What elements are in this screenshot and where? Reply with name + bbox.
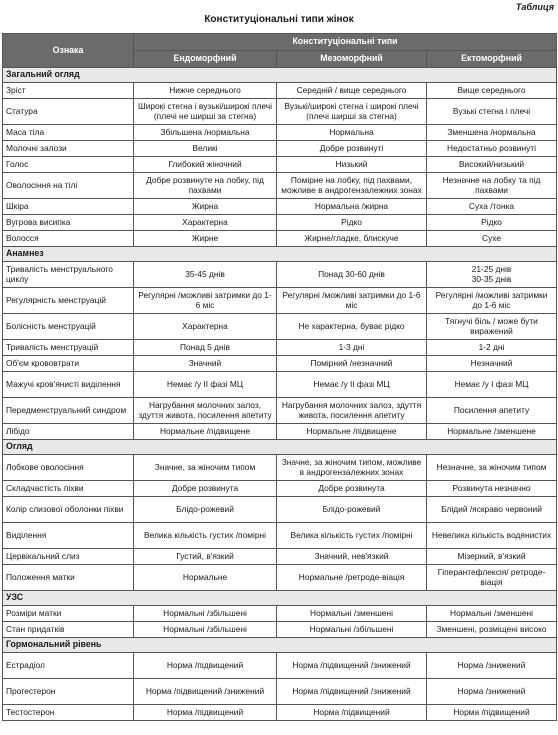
value-cell-endomorph: 35-45 днів — [134, 262, 277, 288]
feature-name-cell: Лібідо — [3, 424, 134, 440]
section-title: Гормональний рівень — [3, 638, 557, 653]
section-title: Огляд — [3, 440, 557, 455]
value-cell-mesomorph: Нормальне /підвищене — [277, 424, 427, 440]
table-row — [3, 705, 557, 721]
feature-name-cell: Тривалість менструального циклу — [3, 262, 134, 288]
value-cell-ectomorph: Норма /знижений — [427, 679, 557, 705]
value-cell-mesomorph: Добре розвинута — [277, 481, 427, 497]
feature-name-cell: Волосся — [3, 231, 134, 247]
feature-name-cell: Тестостерон — [3, 705, 134, 721]
table-row — [3, 356, 557, 372]
value-cell-ectomorph: Недостатньо розвинуті — [427, 141, 557, 157]
feature-name-cell: Лобкове оволосіння — [3, 455, 134, 481]
table-row — [3, 497, 557, 523]
value-cell-endomorph: Значне, за жіночим типом — [134, 455, 277, 481]
value-cell-endomorph: Норма /підвищений — [134, 653, 277, 679]
constitution-types-table — [2, 33, 557, 721]
table-row — [3, 99, 557, 125]
feature-name-cell: Цервікальний слиз — [3, 549, 134, 565]
value-cell-ectomorph: Гіперантефлексія/ ретроде-віація — [427, 565, 557, 591]
value-cell-ectomorph: Нормальне /зменшене — [427, 424, 557, 440]
feature-name-cell: Мажучі кров'янисті виділення — [3, 372, 134, 398]
feature-name-cell: Голос — [3, 157, 134, 173]
table-row — [3, 215, 557, 231]
value-cell-mesomorph: Велика кількість густих /помірні — [277, 523, 427, 549]
table-row — [3, 173, 557, 199]
value-cell-endomorph: Значний — [134, 356, 277, 372]
feature-name-cell: Виділення — [3, 523, 134, 549]
table-caption: Таблиця — [515, 2, 554, 12]
section-title: Анамнез — [3, 247, 557, 262]
table-row — [3, 481, 557, 497]
value-cell-mesomorph: Вузькі/широкі стегна і широкі плечі (плечі ширші за стегна) — [277, 99, 427, 125]
value-cell-mesomorph: Значне, за жіночим типом, можливе в андрогензалежних зонах — [277, 455, 427, 481]
value-cell-mesomorph: Не характерна, буває рідко — [277, 314, 427, 340]
table-row — [3, 523, 557, 549]
table-row — [3, 606, 557, 622]
value-cell-ectomorph: Блідий /яскраво червоний — [427, 497, 557, 523]
header-type-endomorph: Ендоморфний — [134, 51, 277, 68]
value-cell-mesomorph: Значний, нев'язкий — [277, 549, 427, 565]
feature-name-cell: Вугрова висипка — [3, 215, 134, 231]
table-row — [3, 231, 557, 247]
value-cell-ectomorph: Вище середнього — [427, 83, 557, 99]
value-cell-mesomorph: Помірне на лобку, під пахвами, можливе в андрогензалежних зонах — [277, 173, 427, 199]
value-cell-mesomorph: Середній / вище середнього — [277, 83, 427, 99]
feature-name-cell: Статура — [3, 99, 134, 125]
value-cell-endomorph: Нагрубання молочних залоз, здуття живота, посилення апетиту — [134, 398, 277, 424]
table-row — [3, 549, 557, 565]
value-cell-endomorph: Жирна — [134, 199, 277, 215]
value-cell-ectomorph: Нормальні /зменшені — [427, 606, 557, 622]
value-cell-mesomorph: Немає /у ІІ фазі МЦ — [277, 372, 427, 398]
section-row — [3, 638, 557, 653]
header-type-mesomorph: Мезоморфний — [277, 51, 427, 68]
value-cell-ectomorph: Сухе — [427, 231, 557, 247]
feature-name-cell: Маса тіла — [3, 125, 134, 141]
value-cell-ectomorph: Регулярні /можливі затримки до 1-6 міс — [427, 288, 557, 314]
value-cell-mesomorph: 1-3 дні — [277, 340, 427, 356]
value-cell-endomorph: Добре розвинута — [134, 481, 277, 497]
table-body — [3, 68, 557, 721]
feature-name-cell: Передменструальний синдром — [3, 398, 134, 424]
value-cell-endomorph: Нормальне — [134, 565, 277, 591]
value-cell-endomorph: Норма /підвищений /знижений — [134, 679, 277, 705]
feature-name-cell: Зріст — [3, 83, 134, 99]
table-row — [3, 125, 557, 141]
feature-name-cell: Естрадіол — [3, 653, 134, 679]
section-title: УЗС — [3, 591, 557, 606]
table-row — [3, 141, 557, 157]
value-cell-endomorph: Немає /у ІІ фазі МЦ — [134, 372, 277, 398]
feature-name-cell: Положення матки — [3, 565, 134, 591]
value-cell-ectomorph: Тягнучі біль / може бути виражений — [427, 314, 557, 340]
feature-name-cell: Молочні залози — [3, 141, 134, 157]
value-cell-endomorph: Регулярні /можливі затримки до 1-6 міс — [134, 288, 277, 314]
table-row — [3, 679, 557, 705]
header-feature: Ознака — [3, 34, 134, 68]
value-cell-endomorph: Глибокий жіночний — [134, 157, 277, 173]
value-cell-ectomorph: 1-2 дні — [427, 340, 557, 356]
value-cell-mesomorph: Нагрубання молочних залоз, здуття живота, посилення апетиту — [277, 398, 427, 424]
table-row — [3, 83, 557, 99]
header-type-ectomorph: Ектоморфний — [427, 51, 557, 68]
value-cell-ectomorph: Рідко — [427, 215, 557, 231]
table-row — [3, 622, 557, 638]
value-cell-endomorph: Густий, в'язкий — [134, 549, 277, 565]
value-cell-ectomorph: Суха /тонка — [427, 199, 557, 215]
value-cell-mesomorph: Добре розвинуті — [277, 141, 427, 157]
value-cell-mesomorph: Рідко — [277, 215, 427, 231]
value-cell-endomorph: Нормальні /збільшені — [134, 606, 277, 622]
header-group: Конституціональні типи — [134, 34, 557, 51]
value-cell-mesomorph: Нормальна /жирна — [277, 199, 427, 215]
feature-name-cell: Оволосіння на тілі — [3, 173, 134, 199]
feature-name-cell: Регулярність менструацій — [3, 288, 134, 314]
feature-name-cell: Болісність менструацій — [3, 314, 134, 340]
section-row — [3, 68, 557, 83]
table-row — [3, 288, 557, 314]
value-cell-ectomorph: Невелика кількість водянистих — [427, 523, 557, 549]
value-cell-mesomorph: Норма /підвищений /знижений — [277, 653, 427, 679]
value-cell-ectomorph: Норма /знижений — [427, 653, 557, 679]
value-cell-endomorph: Понад 5 днів — [134, 340, 277, 356]
section-row — [3, 440, 557, 455]
table-row — [3, 157, 557, 173]
value-cell-mesomorph: Регулярні /можливі затримки до 1-6 міс — [277, 288, 427, 314]
value-cell-ectomorph: Незначне на лобку та під пахвами — [427, 173, 557, 199]
feature-name-cell: Об'єм крововтрати — [3, 356, 134, 372]
feature-name-cell: Складчастість піхви — [3, 481, 134, 497]
value-cell-endomorph: Блідо-рожевий — [134, 497, 277, 523]
value-cell-mesomorph: Норма /підвищений /знижений — [277, 679, 427, 705]
value-cell-ectomorph: Розвинута незначно — [427, 481, 557, 497]
value-cell-endomorph: Широкі стегна і вузькі/широкі плечі (плечі не ширші за стегна) — [134, 99, 277, 125]
value-cell-mesomorph: Низький — [277, 157, 427, 173]
value-cell-ectomorph: Немає /у І фазі МЦ — [427, 372, 557, 398]
value-cell-ectomorph: Норма /підвищений — [427, 705, 557, 721]
section-row — [3, 247, 557, 262]
feature-name-cell: Прогестерон — [3, 679, 134, 705]
value-cell-ectomorph: 21-25 днів 30-35 днів — [427, 262, 557, 288]
value-cell-endomorph: Великі — [134, 141, 277, 157]
value-cell-endomorph: Нижче середнього — [134, 83, 277, 99]
value-cell-ectomorph: Зменшена /нормальна — [427, 125, 557, 141]
feature-name-cell: Тривалість менструацій — [3, 340, 134, 356]
value-cell-endomorph: Нормальне /підвищене — [134, 424, 277, 440]
table-row — [3, 424, 557, 440]
value-cell-ectomorph: Незначний — [427, 356, 557, 372]
table-row — [3, 372, 557, 398]
value-cell-ectomorph: Посилення апетиту — [427, 398, 557, 424]
value-cell-endomorph: Добре розвинуте на лобку, під пахвами — [134, 173, 277, 199]
value-cell-endomorph: Жирне — [134, 231, 277, 247]
value-cell-ectomorph: Зменшені, розміщені високо — [427, 622, 557, 638]
table-row — [3, 199, 557, 215]
value-cell-mesomorph: Нормальні /збільшені — [277, 622, 427, 638]
value-cell-mesomorph: Жирне/гладке, блискуче — [277, 231, 427, 247]
value-cell-endomorph: Збільшена /нормальна — [134, 125, 277, 141]
value-cell-mesomorph: Помірний /незначний — [277, 356, 427, 372]
section-title: Загальний огляд — [3, 68, 557, 83]
value-cell-endomorph: Нормальні /збільшені — [134, 622, 277, 638]
table-row — [3, 653, 557, 679]
table-row — [3, 340, 557, 356]
table-row — [3, 262, 557, 288]
value-cell-endomorph: Характерна — [134, 215, 277, 231]
section-row — [3, 591, 557, 606]
feature-name-cell: Розміри матки — [3, 606, 134, 622]
value-cell-ectomorph: Вузькі стегна і плечі — [427, 99, 557, 125]
table-title: Конституціональні типи жінок — [204, 14, 354, 25]
value-cell-endomorph: Норма /підвищений — [134, 705, 277, 721]
value-cell-ectomorph: Мізерний, в'язкий — [427, 549, 557, 565]
value-cell-endomorph: Велика кількість густих /помірні — [134, 523, 277, 549]
feature-name-cell: Стан придатків — [3, 622, 134, 638]
table-row — [3, 398, 557, 424]
value-cell-mesomorph: Нормальна — [277, 125, 427, 141]
value-cell-mesomorph: Нормальне /ретроде-віація — [277, 565, 427, 591]
value-cell-ectomorph: Незначне, за жіночим типом — [427, 455, 557, 481]
table-row — [3, 565, 557, 591]
feature-name-cell: Колір слизової оболонки піхви — [3, 497, 134, 523]
value-cell-mesomorph: Норма /підвищений — [277, 705, 427, 721]
feature-name-cell: Шкіра — [3, 199, 134, 215]
value-cell-ectomorph: Високий/низький — [427, 157, 557, 173]
value-cell-endomorph: Характерна — [134, 314, 277, 340]
value-cell-mesomorph: Нормальні /зменшені — [277, 606, 427, 622]
table-row — [3, 314, 557, 340]
value-cell-mesomorph: Блідо-рожевий — [277, 497, 427, 523]
value-cell-mesomorph: Понад 30-60 днів — [277, 262, 427, 288]
table-row — [3, 455, 557, 481]
